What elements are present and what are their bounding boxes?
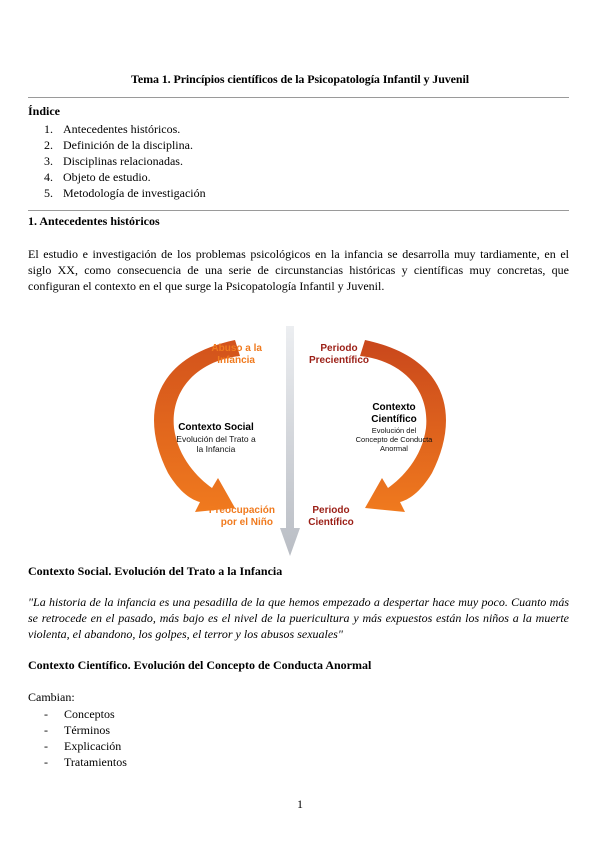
list-item-label: Términos [64, 723, 110, 737]
list-item [44, 722, 127, 738]
list-dash: - [44, 739, 48, 753]
index-heading: Índice [28, 104, 61, 118]
label-preocupacion: Preocupación [208, 505, 275, 516]
index-list [44, 121, 206, 201]
context-cycle-diagram [140, 318, 460, 558]
cambian-label: Cambian: [28, 690, 75, 704]
list-item-label: Conceptos [64, 707, 115, 721]
social-context-quote: "La historia de la infancia es una pesadilla de la que hemos empezado a despertar hace muy poco. Cuanto más se retrocede en el pasado, más bajo es el nivel de la puericultura y más expuestos están los niños a la muerte violenta, el abandono, los golpes, el terror y los abusos sexuales" [28, 595, 569, 642]
list-dash: - [44, 723, 48, 737]
index-item [44, 121, 206, 137]
index-item-label: Antecedentes históricos. [63, 122, 181, 136]
page-number: 1 [297, 797, 303, 811]
label-cientifico: Científico [308, 517, 354, 528]
divider [28, 97, 569, 98]
index-item [44, 137, 206, 153]
social-context-title: Contexto Social [178, 422, 254, 433]
scientific-context-title1: Contexto [372, 402, 416, 413]
index-item-label: Disciplinas relacionadas. [63, 154, 183, 168]
label-abuso: Abuso a la [211, 343, 262, 354]
list-dash: - [44, 755, 48, 769]
list-item [44, 754, 127, 770]
changes-list [44, 706, 127, 770]
document-title: Tema 1. Princípios científicos de la Psicopatología Infantil y Juvenil [131, 72, 469, 86]
list-item-label: Tratamientos [64, 755, 127, 769]
label-infancia: Infancia [217, 355, 255, 366]
index-item-number: 3. [44, 154, 53, 168]
divider [28, 210, 569, 211]
index-item-label: Definición de la disciplina. [63, 138, 193, 152]
social-context-sub1: Evolución del Trato a [176, 434, 256, 444]
list-item-label: Explicación [64, 739, 122, 753]
list-item [44, 706, 127, 722]
label-periodo-cien: Periodo [312, 505, 350, 516]
index-item-number: 5. [44, 186, 53, 200]
scientific-context-sub3: Anormal [380, 444, 408, 453]
social-context-sub2: la Infancia [196, 444, 236, 454]
scientific-context-heading: Contexto Científico. Evolución del Concepto de Conducta Anormal [28, 658, 372, 672]
scientific-context-sub2: Concepto de Conducta [355, 435, 433, 444]
label-periodo-pre: Periodo [320, 343, 358, 354]
index-item [44, 185, 206, 201]
index-item-number: 2. [44, 138, 53, 152]
list-dash: - [44, 707, 48, 721]
index-item [44, 153, 206, 169]
index-item-label: Metodología de investigación [63, 186, 206, 200]
index-item-number: 4. [44, 170, 53, 184]
index-item-number: 1. [44, 122, 53, 136]
central-down-arrow [280, 326, 300, 556]
scientific-context-title2: Científico [371, 414, 417, 425]
social-context-heading: Contexto Social. Evolución del Trato a la Infancia [28, 564, 283, 578]
list-item [44, 738, 127, 754]
label-precientifico: Precientífico [308, 355, 370, 366]
label-por-el-nino: por el Niño [220, 517, 273, 528]
intro-paragraph: El estudio e investigación de los problemas psicológicos en la infancia se desarrolla muy tardiamente, en el siglo XX, como consecuencia de una serie de circunstancias históricas y científicas muy concretas, que configuran el contexto en el que surge la Psicopatología Infantil y Juvenil. [28, 247, 569, 294]
index-item [44, 169, 206, 185]
section-heading: 1. Antecedentes históricos [28, 214, 160, 228]
index-item-label: Objeto de estudio. [63, 170, 151, 184]
scientific-context-sub1: Evolución del [371, 426, 417, 435]
